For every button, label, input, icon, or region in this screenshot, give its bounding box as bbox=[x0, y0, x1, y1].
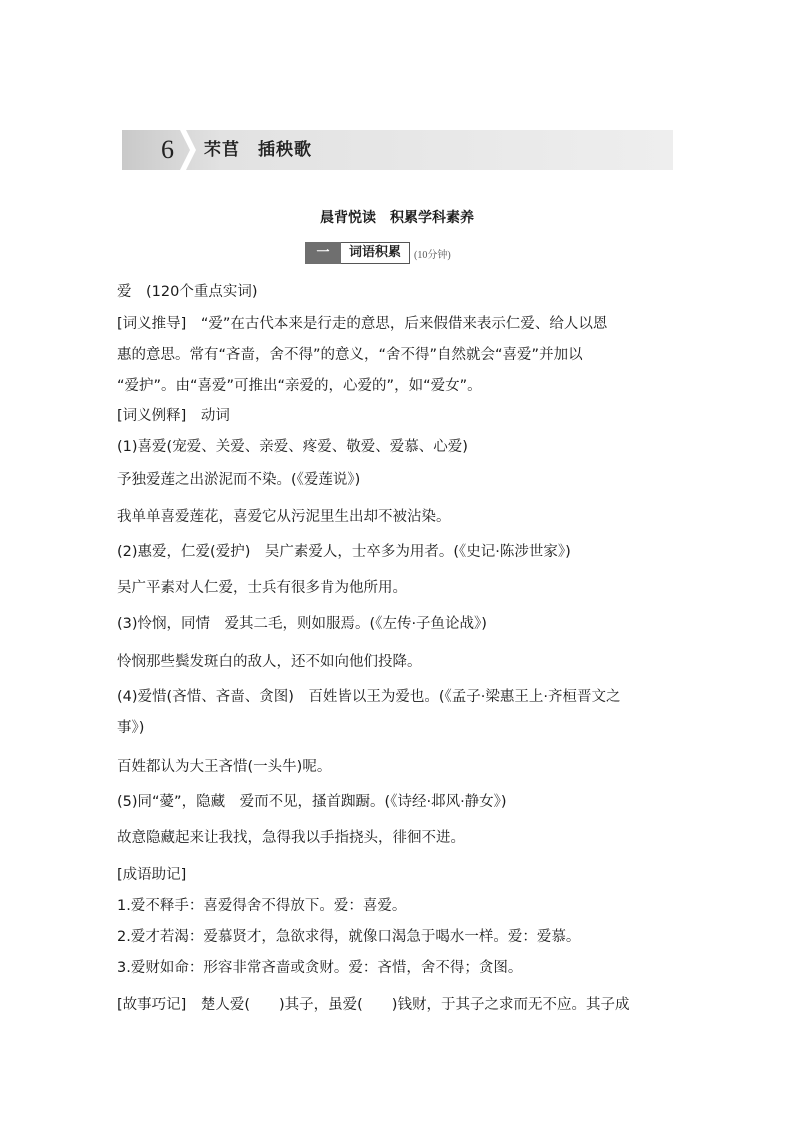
text-line: 惠的意思。常有“吝啬，舍不得”的意义，“舍不得”自然就会“喜爱”并加以 bbox=[117, 347, 583, 363]
vocab-badge bbox=[305, 242, 451, 264]
section-title: 晨背悦读 积累学科素养 bbox=[320, 210, 474, 226]
badge-time: (10分钟) bbox=[414, 249, 451, 261]
text-line: [词义例释] 动词 bbox=[117, 408, 230, 424]
text-line: 3.爱财如命：形容非常吝啬或贪财。爱：吝惜，舍不得；贪图。 bbox=[117, 960, 523, 976]
lesson-number: 6 bbox=[161, 135, 174, 164]
text-line: 故意隐藏起来让我找，急得我以手指挠头，徘徊不进。 bbox=[117, 830, 465, 846]
lesson-title: 芣苢 插秧歌 bbox=[204, 140, 312, 160]
lesson-title-bar bbox=[122, 130, 673, 170]
badge-number: 一 bbox=[305, 242, 341, 264]
text-line: [成语助记] bbox=[117, 867, 187, 883]
text-line: 百姓都认为大王吝惜(一头牛)呢。 bbox=[117, 759, 332, 775]
text-line: (1)喜爱(宠爱、关爱、亲爱、疼爱、敬爱、爱慕、心爱) bbox=[117, 439, 468, 455]
text-line: 我单单喜爱莲花，喜爱它从污泥里生出却不被沾染。 bbox=[117, 509, 451, 525]
text-line: (3)怜悯，同情 爱其二毛，则如服焉。(《左传·子鱼论战》) bbox=[117, 616, 487, 632]
text-line: 吴广平素对人仁爱，士兵有很多肯为他所用。 bbox=[117, 580, 407, 596]
text-line: (4)爱惜(吝惜、吝啬、贪图) 百姓皆以王为爱也。(《孟子·梁惠王上·齐桓晋文之 bbox=[117, 689, 621, 705]
text-line: 怜悯那些鬓发斑白的敌人，还不如向他们投降。 bbox=[117, 654, 422, 670]
text-line: [故事巧记] 楚人爱( )其子，虽爱( )钱财，于其子之求而无不应。其子成 bbox=[117, 997, 630, 1013]
text-line: (5)同“薆”，隐藏 爱而不见，搔首踟蹰。(《诗经·邶风·静女》) bbox=[117, 794, 507, 810]
chevron-right-icon bbox=[180, 130, 196, 170]
text-line: 予独爱莲之出淤泥而不染。(《爱莲说》) bbox=[117, 472, 361, 488]
text-line: [词义推导] “爱”在古代本来是行走的意思，后来假借来表示仁爱、给人以恩 bbox=[117, 316, 608, 332]
text-line: (2)惠爱，仁爱(爱护) 吴广素爱人，士卒多为用者。(《史记·陈涉世家》) bbox=[117, 544, 571, 560]
text-line: 事》) bbox=[117, 720, 145, 736]
text-line: 2.爱才若渴：爱慕贤才，急欲求得，就像口渴急于喝水一样。爱：爱慕。 bbox=[117, 929, 581, 945]
badge-label: 词语积累 bbox=[341, 242, 410, 264]
text-line: 爱 (120个重点实词) bbox=[117, 284, 258, 300]
text-line: 1.爱不释手：喜爱得舍不得放下。爱：喜爱。 bbox=[117, 898, 407, 914]
text-line: “爱护”。由“喜爱”可推出“亲爱的，心爱的”，如“爱女”。 bbox=[117, 378, 482, 394]
